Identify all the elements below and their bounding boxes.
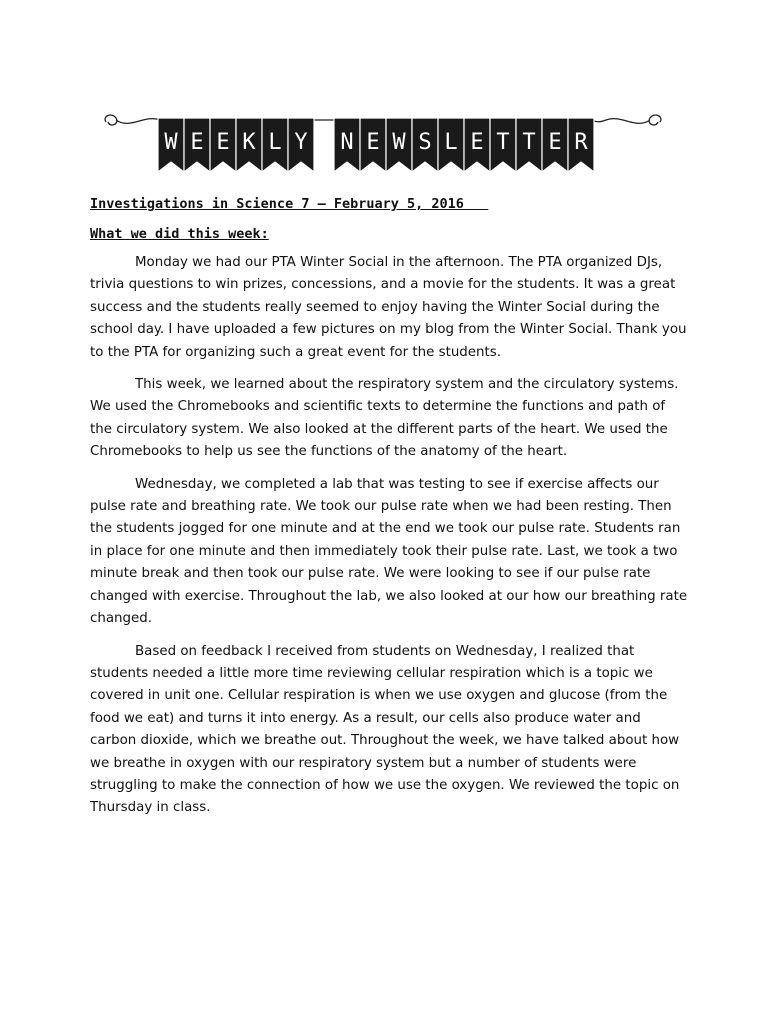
- pennant-e-15: [542, 118, 568, 172]
- pennant-e-2: [210, 118, 236, 172]
- section-heading: What we did this week:: [90, 226, 269, 242]
- pennant-letter: T: [522, 130, 536, 155]
- pennant-t-13: [490, 118, 516, 172]
- pennant-letter: Y: [294, 130, 308, 155]
- paragraph-pta-social: Monday we had our PTA Winter Social in the afternoon. The PTA organized DJs, trivia questions to win prizes, concessions, and a movie for the students. It was a great success and the students really seemed to enjoy having the Winter Social during the school day. I have uploaded a few pictures on my blog from the Winter Social. Thank you to the PTA for organizing such a great event for the students.: [90, 255, 687, 360]
- pennant-e-8: [360, 118, 386, 172]
- pennant-y-5: [288, 118, 314, 172]
- newsletter-body: [90, 196, 690, 830]
- pennant-letter: L: [268, 130, 282, 155]
- pennant-letter: T: [496, 130, 510, 155]
- paragraph-cellular-respiration: Based on feedback I received from students on Wednesday, I realized that students needed a little more time reviewing cellular respiration which is a topic we covered in unit one. Cellular respiration is when we use oxygen and glucose (from the food we eat) and turns it into energy. As a result, our cells also produce water and carbon dioxide, which we breathe out. Throughout the week, we have talked about how we breathe in oxygen with our respiratory system but a number of students were struggling to make the connection of how we use the oxygen. We reviewed the topic on Thursday in class.: [90, 643, 680, 816]
- pennant-letter: E: [548, 130, 562, 155]
- pennant-letter: N: [340, 130, 354, 155]
- pennant-garland: [100, 108, 666, 180]
- weekly-newsletter-banner: [100, 108, 666, 180]
- pennant-letter: E: [366, 130, 380, 155]
- pennant-letter: S: [418, 130, 432, 155]
- pennant-letter: E: [190, 130, 204, 155]
- pennant-r-16: [568, 118, 594, 172]
- pennant-l-4: [262, 118, 288, 172]
- pennant-e-1: [184, 118, 210, 172]
- pennant-e-12: [464, 118, 490, 172]
- pennant-letter: L: [444, 130, 458, 155]
- pennant-letter: R: [574, 130, 588, 155]
- pennant-letter: W: [392, 130, 406, 155]
- pennant-s-10: [412, 118, 438, 172]
- pennant-letter: K: [242, 130, 256, 155]
- pennant-letter: E: [470, 130, 484, 155]
- paragraph-respiratory-circulatory: This week, we learned about the respiratory system and the circulatory systems. We used the Chromebooks and scientific texts to determine the functions and path of the circulatory system. We also looked at the different parts of the heart. We used the Chromebooks to help us see the functions of the anatomy of the heart.: [90, 377, 679, 460]
- pennant-w-9: [386, 118, 412, 172]
- pennant-letter: W: [164, 130, 178, 155]
- subject-line: Investigations in Science 7 – February 5, 2016: [90, 196, 489, 212]
- pennant-t-14: [516, 118, 542, 172]
- paragraph-pulse-lab: Wednesday, we completed a lab that was testing to see if exercise affects our pulse rate and breathing rate. We took our pulse rate when we had been resting. Then the students jogged for one minute and at the end we took our pulse rate. Students ran in place for one minute and then immediately took their pulse rate. Last, we took a two minute break and then took our pulse rate. We were looking to see if our pulse rate changed with exercise. Throughout the lab, we also looked at our how our breathing rate changed.: [90, 476, 688, 627]
- pennant-letter: E: [216, 130, 230, 155]
- pennant-l-11: [438, 118, 464, 172]
- pennant-k-3: [236, 118, 262, 172]
- pennant-w-0: [158, 118, 184, 172]
- pennant-n-7: [334, 118, 360, 172]
